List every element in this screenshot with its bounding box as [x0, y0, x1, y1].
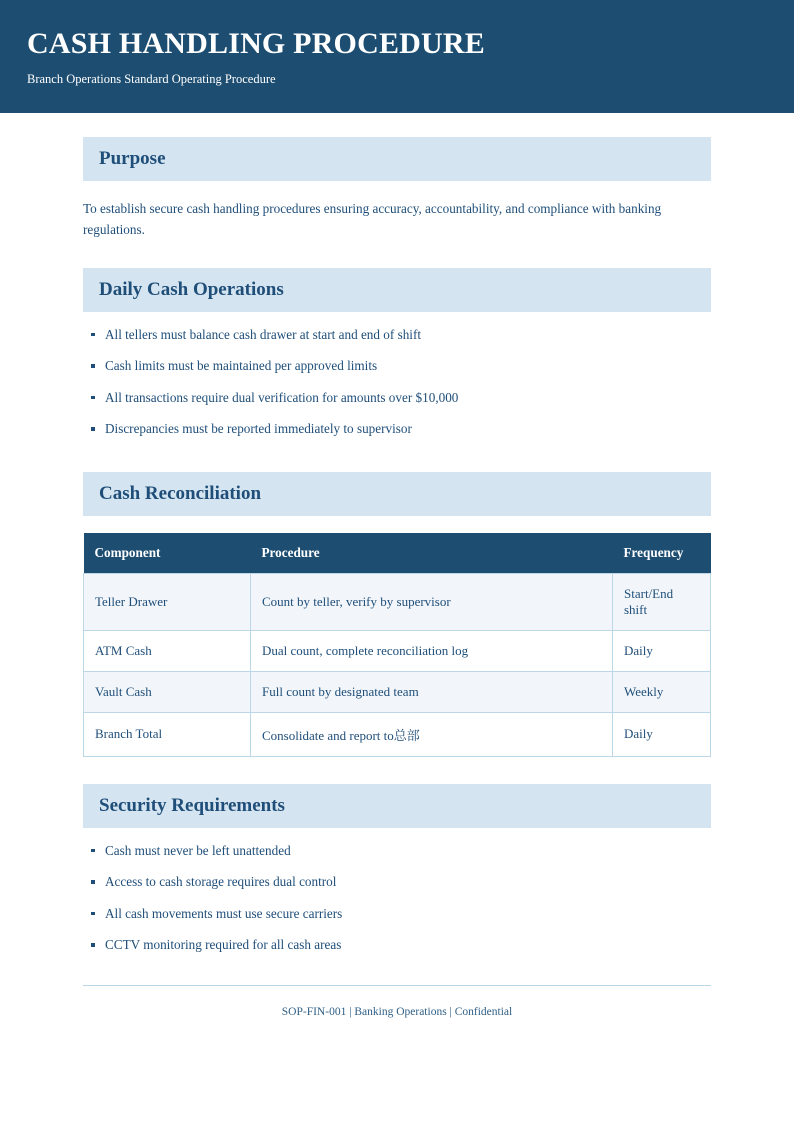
cell-procedure: Count by teller, verify by supervisor [251, 573, 613, 630]
section-body-security-requirements [83, 842, 711, 955]
list-item: All transactions require dual verification for amounts over $10,000 [83, 389, 711, 407]
daily-cash-operations-list [83, 326, 711, 439]
section-heading-security-requirements: Security Requirements [83, 784, 711, 828]
section-purpose [83, 137, 711, 241]
list-item: Access to cash storage requires dual control [83, 873, 711, 891]
table-header [84, 533, 711, 574]
cell-frequency: Weekly [613, 671, 711, 712]
cell-component: Vault Cash [84, 671, 251, 712]
cell-component: Teller Drawer [84, 573, 251, 630]
cell-frequency: Daily [613, 630, 711, 671]
section-heading-purpose: Purpose [83, 137, 711, 181]
page-subtitle: Branch Operations Standard Operating Procedure [27, 71, 276, 86]
section-heading-daily-cash-operations: Daily Cash Operations [83, 268, 711, 312]
cell-procedure: Consolidate and report to总部 [251, 712, 613, 756]
footer-text: SOP-FIN-001 | Banking Operations | Confidential [281, 1005, 513, 1018]
cell-component: Branch Total [84, 712, 251, 756]
document-footer [83, 985, 711, 1020]
section-heading-cash-reconciliation: Cash Reconciliation [83, 472, 711, 516]
cell-component: ATM Cash [84, 630, 251, 671]
purpose-paragraph: To establish secure cash handling procedures ensuring accuracy, accountability, and compliance with banking regulations. [83, 201, 662, 238]
list-item: CCTV monitoring required for all cash areas [83, 936, 711, 954]
section-security-requirements [83, 784, 711, 955]
section-body-daily-cash-operations [83, 326, 711, 439]
list-item: Cash must never be left unattended [83, 842, 711, 860]
column-header-procedure: Procedure [251, 533, 613, 574]
cell-procedure: Dual count, complete reconciliation log [251, 630, 613, 671]
security-requirements-list [83, 842, 711, 955]
table-row [84, 712, 711, 756]
cell-procedure: Full count by designated team [251, 671, 613, 712]
section-body-cash-reconciliation [83, 533, 711, 757]
cell-frequency: Start/End shift [613, 573, 711, 630]
page-title: CASH HANDLING PROCEDURE [27, 27, 485, 60]
list-item: All cash movements must use secure carriers [83, 905, 711, 923]
table-body [84, 573, 711, 756]
section-cash-reconciliation [83, 472, 711, 757]
table-header-row [84, 533, 711, 574]
table-row [84, 671, 711, 712]
cash-reconciliation-table [83, 533, 711, 757]
column-header-component: Component [84, 533, 251, 574]
table-row [84, 573, 711, 630]
list-item: All tellers must balance cash drawer at start and end of shift [83, 326, 711, 344]
cell-frequency: Daily [613, 712, 711, 756]
list-item: Discrepancies must be reported immediately to supervisor [83, 420, 711, 438]
section-daily-cash-operations [83, 268, 711, 439]
column-header-frequency: Frequency [613, 533, 711, 574]
section-body-purpose [83, 198, 711, 241]
document-body [0, 113, 794, 1020]
document-header-banner [0, 0, 794, 113]
list-item: Cash limits must be maintained per approved limits [83, 357, 711, 375]
table-row [84, 630, 711, 671]
